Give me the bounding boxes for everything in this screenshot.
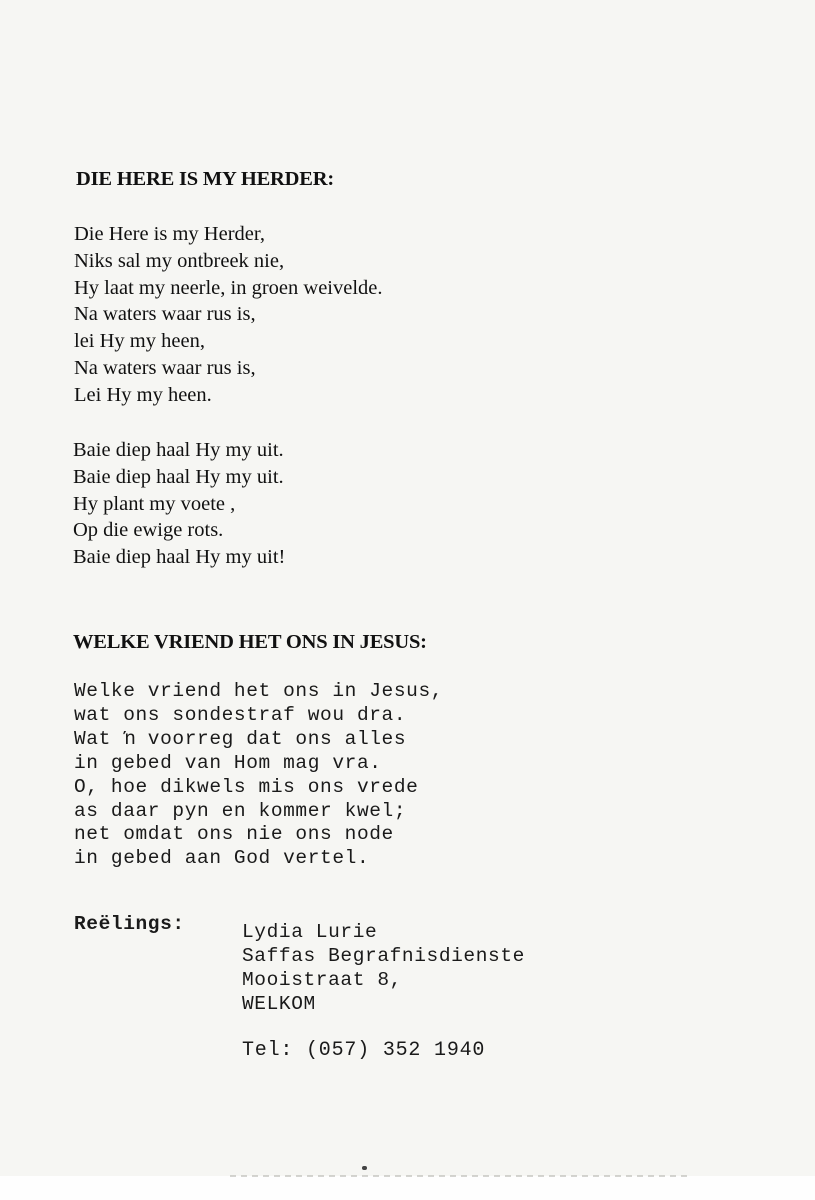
verse-line: Niks sal my ontbreek nie, <box>74 249 285 272</box>
arrangements-label: Reëlings: <box>74 913 185 935</box>
verse-line: Hy plant my voete , <box>73 492 236 515</box>
scan-speck <box>362 1166 367 1170</box>
verse-line: lei Hy my heen, <box>74 330 205 353</box>
paper-bottom-edge <box>230 1175 690 1177</box>
hymn-1-stanza-2 <box>73 437 285 571</box>
verse-line: Na waters waar rus is, <box>74 303 256 326</box>
contact-town: WELKOM <box>242 993 316 1015</box>
contact-name: Lydia Lurie <box>242 921 378 943</box>
contact-telephone: Tel: (057) 352 1940 <box>242 1039 486 1062</box>
verse-line: Baie diep haal Hy my uit. <box>73 439 284 461</box>
contact-street: Mooistraat 8, <box>242 969 402 991</box>
hymn-title-die-here-is-my-herder: DIE HERE IS MY HERDER: <box>76 168 334 190</box>
verse-line: Hy laat my neerle, in groen weivelde. <box>74 276 383 299</box>
verse-line: Wat ŉ voorreg dat ons alles <box>74 727 407 750</box>
verse-line: Welke vriend het ons in Jesus, <box>74 680 444 702</box>
verse-line: Die Here is my Herder, <box>74 223 266 245</box>
verse-line: as daar pyn en kommer kwel; <box>74 799 407 822</box>
verse-line: Op die ewige rots. <box>73 519 224 542</box>
arrangements-address <box>242 920 525 1016</box>
verse-line: net omdat ons nie ons node <box>74 823 394 846</box>
verse-line: O, hoe dikwels mis ons vrede <box>74 775 419 798</box>
verse-line: Baie diep haal Hy my uit! <box>73 546 286 569</box>
verse-line: in gebed aan God vertel. <box>74 847 370 870</box>
hymn-2-stanza-1 <box>74 680 443 871</box>
verse-line: in gebed van Hom mag vra. <box>74 751 382 774</box>
verse-line: Baie diep haal Hy my uit. <box>73 465 284 488</box>
contact-company: Saffas Begrafnisdienste <box>242 945 525 967</box>
verse-line: Lei Hy my heen. <box>74 383 212 406</box>
hymn-title-welke-vriend: WELKE VRIEND HET ONS IN JESUS: <box>73 631 427 653</box>
verse-line: wat ons sondestraf wou dra. <box>74 703 407 726</box>
hymn-1-stanza-1 <box>74 221 383 409</box>
verse-line: Na waters waar rus is, <box>74 356 256 379</box>
